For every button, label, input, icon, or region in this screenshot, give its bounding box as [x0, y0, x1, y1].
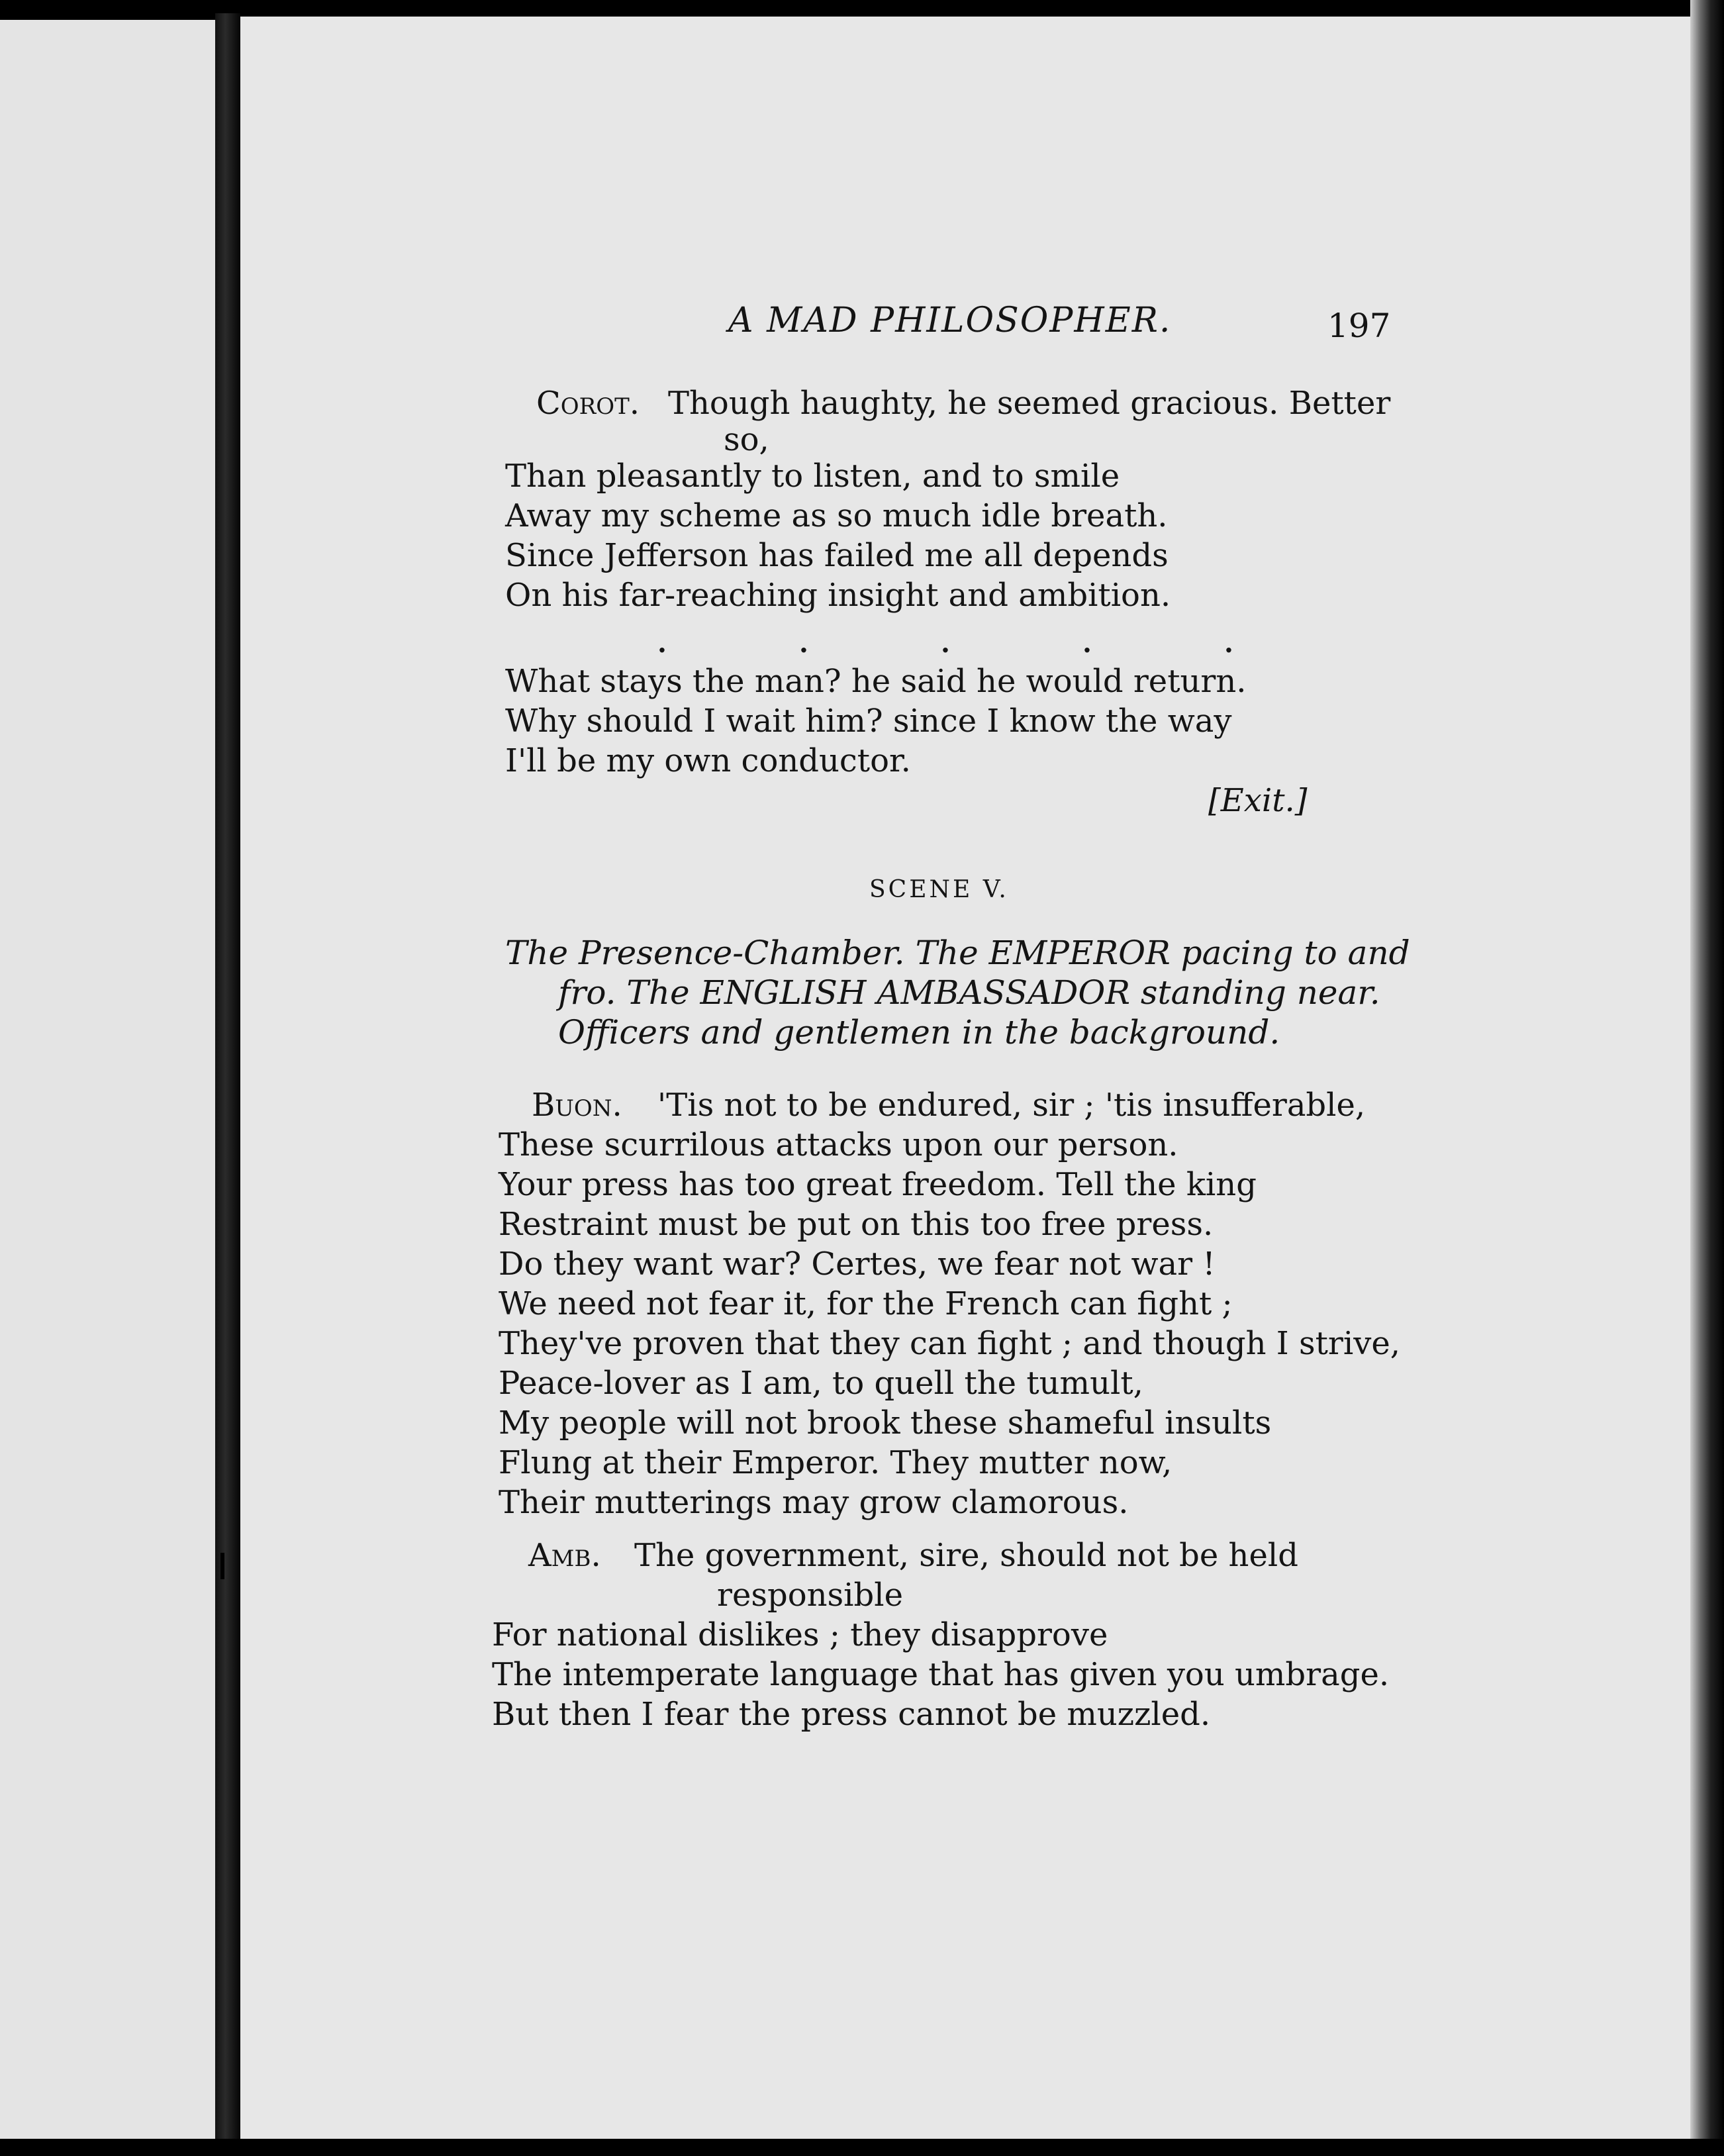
verse-line: 'Tis not to be endured, sir ; 'tis insufferable, — [657, 1087, 1366, 1124]
verse-line: They've proven that they can fight ; and though I strive, — [499, 1325, 1400, 1362]
verse-line: Since Jefferson has failed me all depends — [505, 537, 1169, 574]
page-number: 197 — [1327, 307, 1391, 345]
verse-line: The government, sire, should not be held — [634, 1537, 1298, 1574]
ellipsis-dot: . — [799, 628, 808, 659]
ellipsis-dot: . — [941, 628, 950, 659]
ellipsis-dot: . — [1224, 628, 1233, 659]
verse-line: We need not fear it, for the French can fight ; — [499, 1285, 1233, 1322]
verse-line: On his far-reaching insight and ambition. — [505, 577, 1171, 614]
verse-line: Flung at their Emperor. They mutter now, — [499, 1444, 1173, 1481]
verse-line: so, — [724, 421, 769, 458]
verse-line: Peace-lover as I am, to quell the tumult, — [499, 1365, 1143, 1402]
verse-line: My people will not brook these shameful insults — [499, 1404, 1272, 1442]
verse-line: Restraint must be put on this too free press. — [499, 1206, 1214, 1243]
ellipsis-dot: . — [657, 628, 667, 659]
ellipsis-row — [657, 622, 1366, 663]
verse-line: For national dislikes ; they disapprove — [492, 1616, 1108, 1653]
running-title: A MAD PHILOSOPHER. — [728, 301, 1172, 340]
margin-mark — [220, 1553, 224, 1579]
verse-line: Than pleasantly to listen, and to smile — [505, 458, 1120, 495]
stage-direction: fro. The ENGLISH AMBASSADOR standing near. — [558, 973, 1380, 1012]
speaker-amb: Amb. — [528, 1537, 601, 1574]
verse-line: I'll be my own conductor. — [505, 742, 911, 779]
verse-line: Why should I wait him? since I know the way — [505, 703, 1232, 740]
stage-direction: Officers and gentlemen in the background. — [558, 1013, 1280, 1052]
book-page — [240, 17, 1690, 2139]
ellipsis-dot: . — [1082, 628, 1092, 659]
right-page-edge — [1690, 0, 1724, 2156]
verse-line: Away my scheme as so much idle breath. — [505, 497, 1168, 534]
scan-bottom-border — [0, 2139, 1724, 2156]
stage-direction: The Presence-Chamber. The EMPEROR pacing to and — [505, 934, 1410, 972]
book-gutter — [215, 13, 240, 2139]
verse-line: Though haughty, he seemed gracious. Better — [668, 385, 1391, 422]
verse-line: Their mutterings may grow clamorous. — [499, 1484, 1129, 1521]
verse-line: But then I fear the press cannot be muzzled. — [492, 1696, 1211, 1733]
speaker-corot: Corot. — [536, 385, 640, 422]
verse-line: Your press has too great freedom. Tell the king — [499, 1166, 1257, 1203]
verse-line: The intemperate language that has given you umbrage. — [492, 1656, 1390, 1693]
verse-line: What stays the man? he said he would return. — [505, 663, 1247, 700]
speaker-buon: Buon. — [532, 1087, 622, 1124]
scene-heading: SCENE V. — [869, 876, 1009, 903]
verse-line: responsible — [717, 1577, 903, 1614]
verse-line: Do they want war? Certes, we fear not war ! — [499, 1246, 1216, 1283]
stage-direction-exit: [Exit.] — [1208, 782, 1308, 819]
verse-line: These scurrilous attacks upon our person. — [499, 1126, 1178, 1163]
left-page-margin — [0, 20, 215, 2139]
